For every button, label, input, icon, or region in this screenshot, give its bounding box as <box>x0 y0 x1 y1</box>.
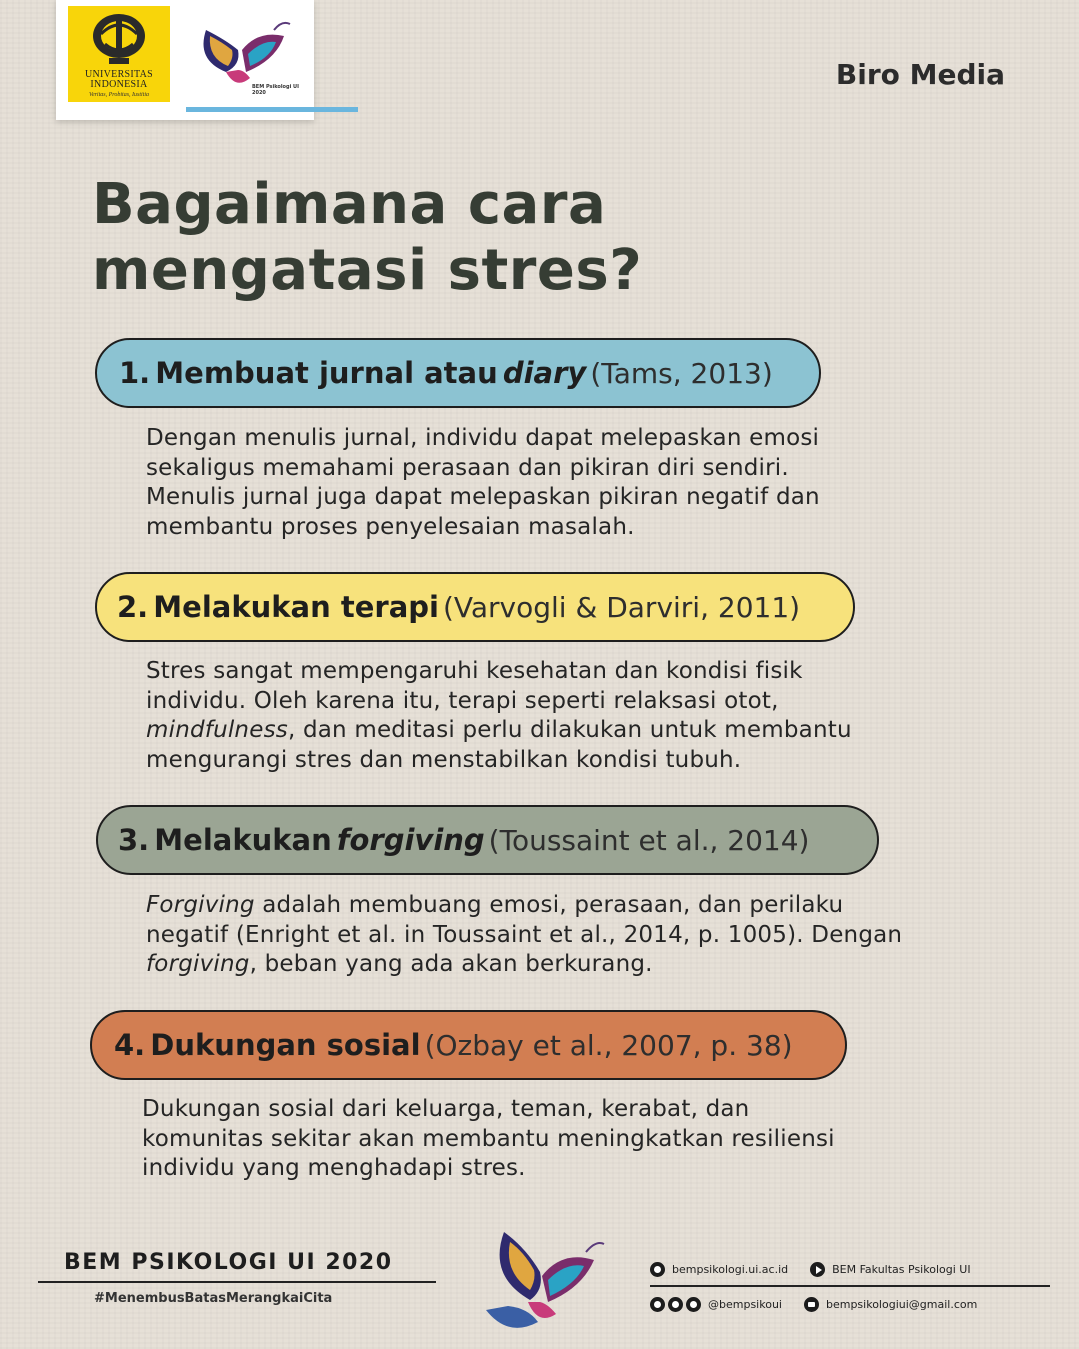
item-1-body-line: sekaligus memahami perasaan dan pikiran diri sendiri. <box>146 454 789 481</box>
item-3-citation: (Toussaint et al., 2014) <box>488 823 810 857</box>
footer-contacts-divider <box>650 1285 1050 1287</box>
item-2-body-line: Stres sangat mempengaruhi kesehatan dan kondisi fisik <box>146 658 803 684</box>
line-icon <box>650 1297 665 1312</box>
item-3-body-line: negatif (Enright et al. in Toussaint et al., 2014, p. 1005). Dengan <box>146 921 903 948</box>
item-3-body <box>146 891 902 980</box>
item-3-label: Melakukan <box>154 823 332 857</box>
item-1-body-line: Menulis jurnal juga dapat melepaskan pikiran negatif dan <box>146 484 820 510</box>
item-3-number: 3. <box>118 823 150 857</box>
item-1-citation: (Tams, 2013) <box>590 356 773 390</box>
footer-contacts <box>650 1258 1050 1315</box>
item-2-label: Melakukan terapi <box>153 590 439 624</box>
item-3-body-text: , beban yang ada akan berkurang. <box>249 951 653 977</box>
item-3-label-italic: forgiving <box>336 823 485 857</box>
logo-accent-bar <box>186 107 358 112</box>
item-1-pill <box>95 338 821 408</box>
biro-media-label: Biro Media <box>835 58 1005 91</box>
item-2-body-line: individu. Oleh karena itu, terapi seperti relaksasi otot, <box>146 687 779 714</box>
item-3-body-text: adalah membuang emosi, perasaan, dan perilaku <box>254 892 844 918</box>
email-link[interactable]: bempsikologiui@gmail.com <box>825 1297 978 1311</box>
ui-logo-motto: Veritas, Probitas, Iustitia <box>88 92 150 98</box>
item-1-body <box>146 424 820 542</box>
item-4-citation: (Ozbay et al., 2007, p. 38) <box>424 1028 793 1062</box>
item-3-body-line <box>146 891 902 921</box>
logo-card <box>56 0 314 120</box>
item-4-body-line: Dukungan sosial dari keluarga, teman, kerabat, dan <box>142 1096 750 1122</box>
item-2-body-line: mengurangi stres dan menstabilkan kondisi tubuh. <box>146 746 742 773</box>
item-2-body-text: , dan meditasi perlu dilakukan untuk membantu <box>287 717 852 743</box>
social-handle[interactable]: @bempsikoui <box>708 1297 782 1311</box>
youtube-link[interactable]: BEM Fakultas Psikologi UI <box>832 1262 971 1276</box>
forgiving-term: Forgiving <box>146 892 255 918</box>
item-4-body <box>142 1095 835 1184</box>
footer-hashtag: #MenembusBatasMerangkaiCita <box>94 1291 333 1306</box>
item-4-number: 4. <box>114 1028 146 1062</box>
item-4-body-line: individu yang menghadapi stres. <box>142 1155 526 1181</box>
footer-divider <box>38 1281 436 1283</box>
universitas-indonesia-logo <box>68 6 170 102</box>
item-2-citation: (Varvogli & Darviri, 2011) <box>442 590 801 624</box>
title-line-2: mengatasi stres? <box>92 238 643 303</box>
title-line-1: Bagaimana cara <box>92 172 607 237</box>
item-3-pill <box>96 805 879 875</box>
page-title <box>92 172 792 304</box>
item-1-label: Membuat jurnal atau <box>155 356 498 390</box>
item-1-body-line: membantu proses penyelesaian masalah. <box>146 513 635 540</box>
footer-contact-row-1 <box>650 1258 1050 1280</box>
footer-contact-row-2 <box>650 1293 1050 1315</box>
item-1-label-italic: diary <box>502 356 587 390</box>
instagram-icon <box>686 1297 701 1312</box>
youtube-icon <box>810 1262 825 1277</box>
item-4-body-line: komunitas sekitar akan membantu meningkatkan resiliensi <box>142 1125 835 1152</box>
item-4-pill <box>90 1010 847 1080</box>
bem-logo-caption: BEM Psikologi UI 2020 <box>252 84 299 96</box>
item-2-pill <box>95 572 855 642</box>
item-1-body-line: Dengan menulis jurnal, individu dapat melepaskan emosi <box>146 425 820 451</box>
item-2-body <box>146 657 852 775</box>
globe-icon <box>650 1262 665 1277</box>
makara-emblem-icon <box>87 10 151 68</box>
item-4-label: Dukungan sosial <box>150 1028 421 1062</box>
item-1-number: 1. <box>119 356 151 390</box>
footer-left <box>38 1250 436 1306</box>
mindfulness-term: mindfulness <box>146 717 288 743</box>
forgiving-term: forgiving <box>146 951 250 977</box>
email-icon <box>804 1297 819 1312</box>
twitter-icon <box>668 1297 683 1312</box>
website-link[interactable]: bempsikologi.ui.ac.id <box>672 1262 789 1276</box>
item-3-body-line <box>146 950 902 980</box>
bem-butterfly-icon <box>478 1226 608 1342</box>
footer-org-name: BEM PSIKOLOGI UI 2020 <box>64 1250 393 1275</box>
ui-logo-name: UNIVERSITAS INDONESIA <box>84 69 154 90</box>
item-2-body-line <box>146 716 852 746</box>
item-2-number: 2. <box>117 590 149 624</box>
